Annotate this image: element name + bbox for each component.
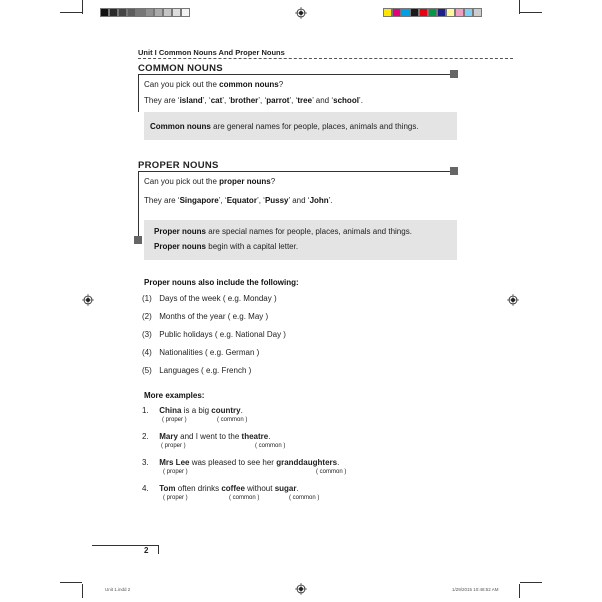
common-side-rule bbox=[138, 74, 139, 112]
example-4-tag-common-2: ( common ) bbox=[289, 495, 320, 501]
common-definition: Common nouns are general names for people, places, animals and things. bbox=[150, 122, 419, 131]
example-2-tag-common: ( common ) bbox=[255, 443, 286, 449]
example-3-tag-common: ( common ) bbox=[316, 469, 347, 475]
process-color-swatch bbox=[437, 8, 446, 17]
registration-mark-bottom bbox=[295, 583, 307, 595]
page-number: 2 bbox=[144, 546, 149, 555]
example-1-tag-common: ( common ) bbox=[217, 417, 248, 423]
process-color-swatch bbox=[428, 8, 437, 17]
process-color-swatch bbox=[446, 8, 455, 17]
proper-side-rule bbox=[138, 171, 139, 244]
common-rule-square bbox=[450, 70, 458, 78]
example-3-tag-proper: ( proper ) bbox=[163, 469, 188, 475]
example-4: 4. Tom often drinks coffee without sugar. bbox=[142, 484, 299, 493]
registration-mark-top bbox=[295, 7, 307, 19]
example-1: 1. China is a big country. bbox=[142, 406, 243, 415]
header-divider bbox=[138, 58, 513, 59]
grey-swatch bbox=[127, 8, 136, 17]
process-color-bar bbox=[383, 8, 482, 17]
proper-examples-line: They are ‘Singapore’, ‘Equator’, ‘Pussy’ and ‘John’. bbox=[144, 196, 333, 205]
example-2-tag-proper: ( proper ) bbox=[161, 443, 186, 449]
grey-swatch bbox=[100, 8, 109, 17]
example-4-tag-proper: ( proper ) bbox=[163, 495, 188, 501]
process-color-swatch bbox=[419, 8, 428, 17]
proper-rule-square bbox=[450, 167, 458, 175]
grey-swatch bbox=[154, 8, 163, 17]
grey-swatch bbox=[136, 8, 145, 17]
proper-nouns-title: PROPER NOUNS bbox=[138, 160, 219, 171]
common-title-rule bbox=[138, 74, 453, 75]
registration-mark-right bbox=[507, 294, 519, 306]
proper-side-square bbox=[134, 236, 142, 244]
proper-definition-box bbox=[144, 220, 457, 260]
grey-swatch bbox=[163, 8, 172, 17]
common-definition-box bbox=[144, 112, 457, 140]
proper-definition-1: Proper nouns are special names for people, places, animals and things. bbox=[154, 227, 412, 236]
proper-definition-2: Proper nouns begin with a capital letter. bbox=[154, 242, 299, 251]
example-1-tag-proper: ( proper ) bbox=[162, 417, 187, 423]
include-item-5: (5) Languages ( e.g. French ) bbox=[142, 366, 252, 375]
grey-swatch bbox=[109, 8, 118, 17]
example-4-tag-common-1: ( common ) bbox=[229, 495, 260, 501]
process-color-swatch bbox=[473, 8, 482, 17]
grey-swatch bbox=[118, 8, 127, 17]
example-2: 2. Mary and I went to the theatre. bbox=[142, 432, 271, 441]
common-nouns-title: COMMON NOUNS bbox=[138, 63, 223, 74]
include-item-1: (1) Days of the week ( e.g. Monday ) bbox=[142, 294, 277, 303]
proper-title-rule bbox=[138, 171, 453, 172]
grey-color-bar bbox=[100, 8, 190, 17]
grey-swatch bbox=[145, 8, 154, 17]
common-question: Can you pick out the common nouns? bbox=[144, 80, 284, 89]
page-number-tick bbox=[158, 545, 159, 554]
include-item-4: (4) Nationalities ( e.g. German ) bbox=[142, 348, 260, 357]
process-color-swatch bbox=[410, 8, 419, 17]
grey-swatch bbox=[181, 8, 190, 17]
example-3: 3. Mrs Lee was pleased to see her granddaughters. bbox=[142, 458, 340, 467]
footer-timestamp: 1/29/2015 10:48:52 AM bbox=[452, 587, 499, 592]
examples-heading: More examples: bbox=[144, 391, 205, 400]
include-heading: Proper nouns also include the following: bbox=[144, 278, 299, 287]
process-color-swatch bbox=[455, 8, 464, 17]
include-item-3: (3) Public holidays ( e.g. National Day ) bbox=[142, 330, 286, 339]
grey-swatch bbox=[172, 8, 181, 17]
proper-question: Can you pick out the proper nouns? bbox=[144, 177, 276, 186]
unit-header: Unit I Common Nouns And Proper Nouns bbox=[138, 48, 285, 57]
process-color-swatch bbox=[392, 8, 401, 17]
common-examples-line: They are ‘island’, ‘cat’, ‘brother’, ‘parrot’, ‘tree’ and ‘school’. bbox=[144, 96, 363, 105]
footer-file-name: Unit 1.indd 2 bbox=[105, 587, 131, 592]
registration-mark-left bbox=[82, 294, 94, 306]
process-color-swatch bbox=[401, 8, 410, 17]
include-item-2: (2) Months of the year ( e.g. May ) bbox=[142, 312, 269, 321]
process-color-swatch bbox=[383, 8, 392, 17]
process-color-swatch bbox=[464, 8, 473, 17]
